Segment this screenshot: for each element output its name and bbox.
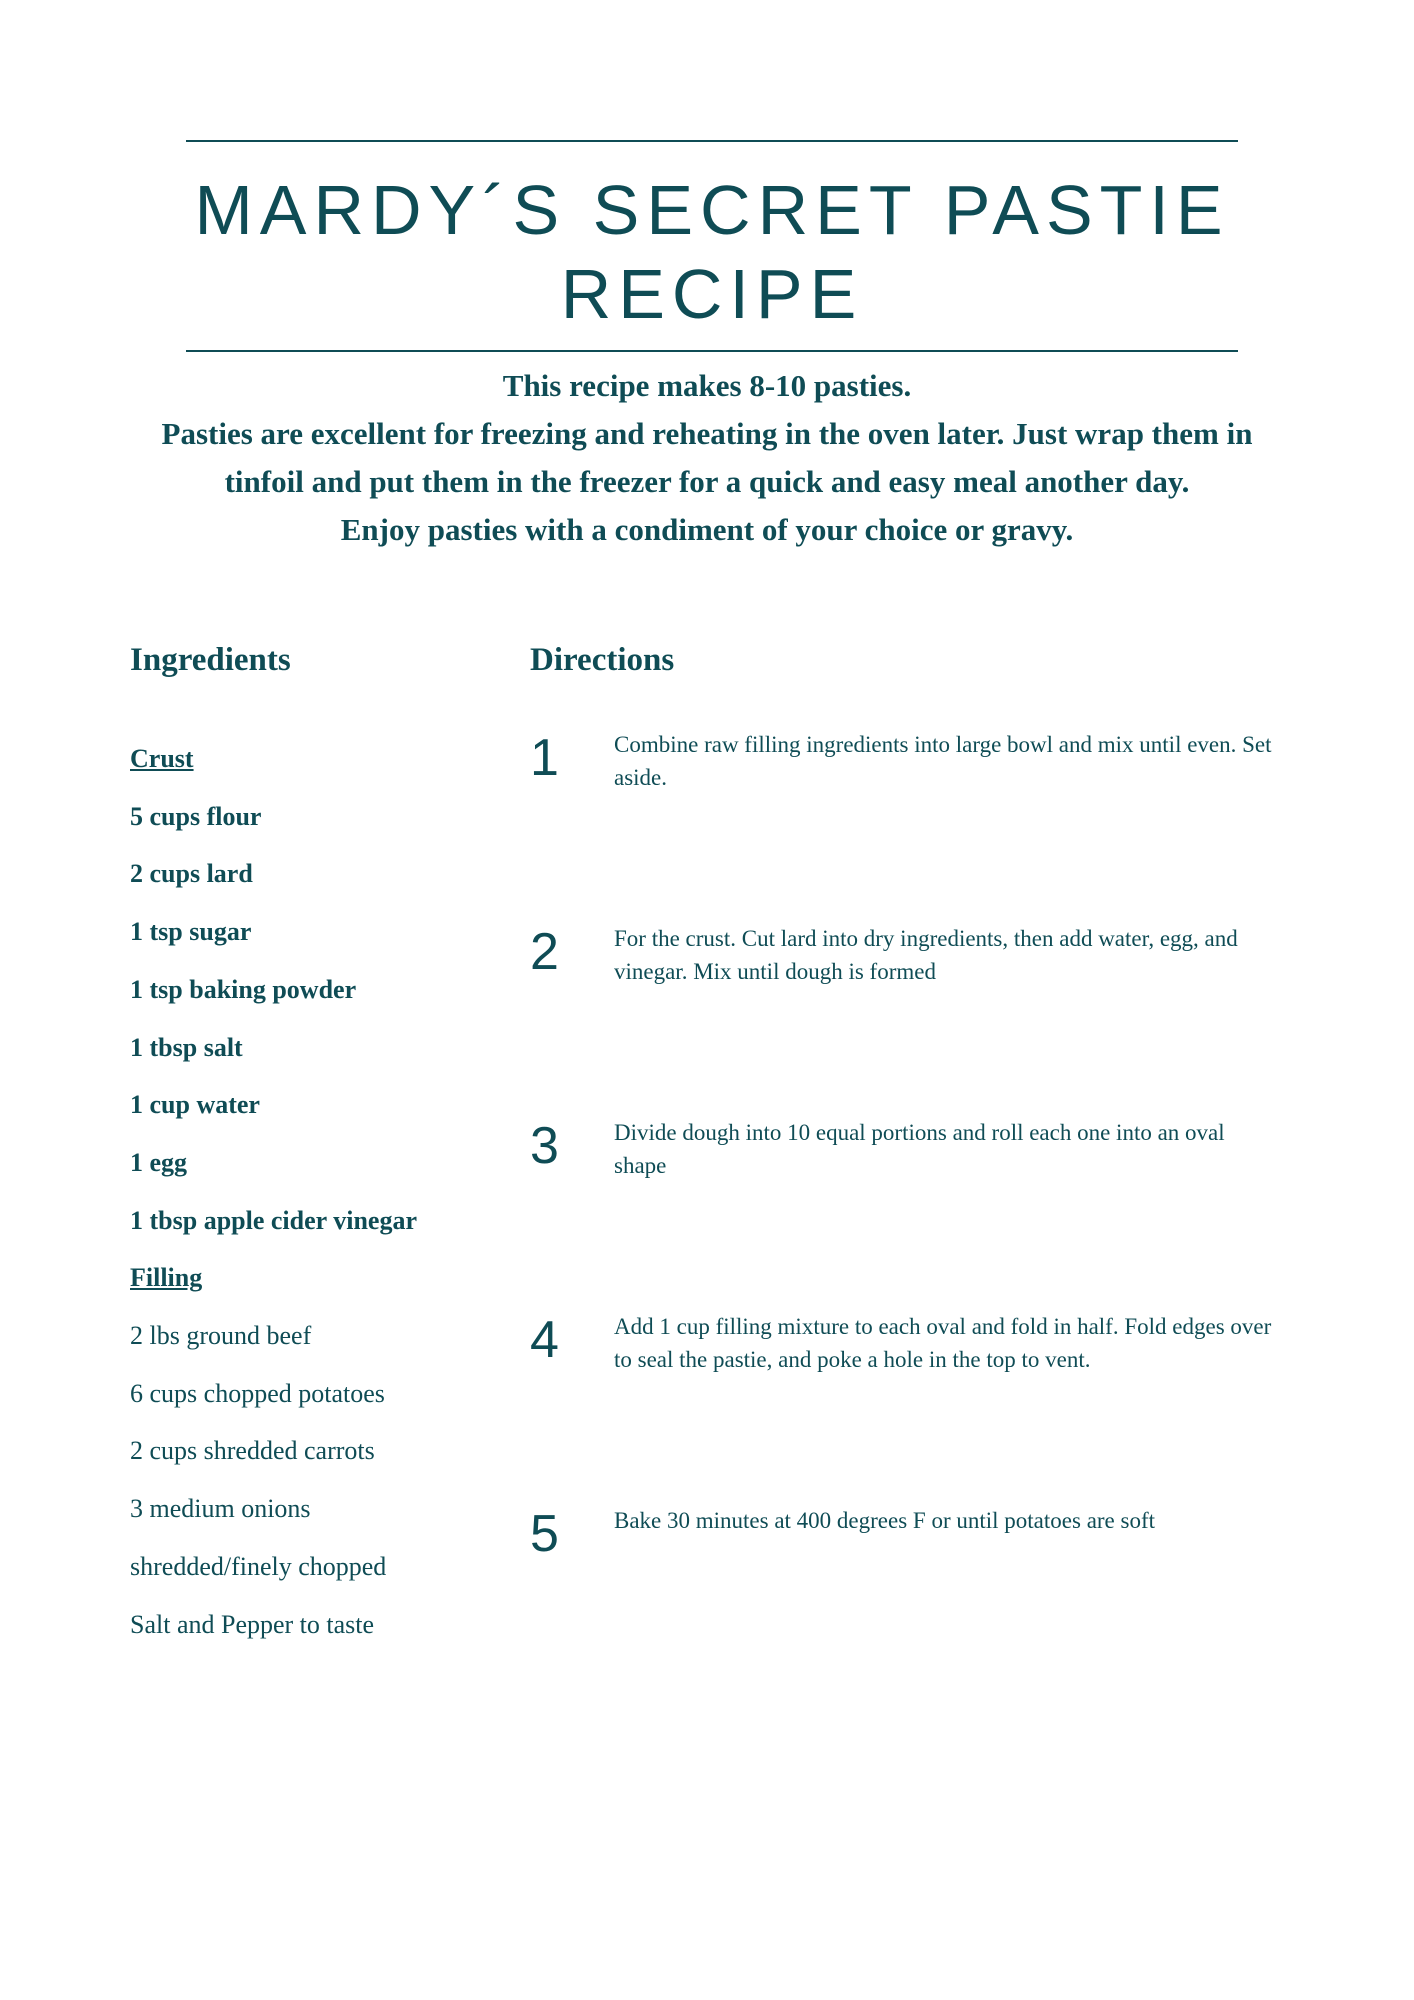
ingredient-item: 6 cups chopped potatoes — [130, 1378, 385, 1408]
directions-steps — [530, 728, 1280, 1698]
intro-line-serving: Enjoy pasties with a condiment of your choice or gravy. — [340, 512, 1074, 547]
direction-step — [530, 922, 1280, 1116]
ingredient-item: 1 cup water — [130, 1090, 260, 1120]
step-number: 4 — [530, 1311, 559, 1369]
ingredient-item: 1 tbsp apple cider vinegar — [130, 1205, 417, 1235]
step-number: 2 — [530, 923, 559, 981]
ingredient-item: 2 cups lard — [130, 859, 253, 889]
ingredients-list — [130, 730, 510, 1653]
step-text: Combine raw filling ingredients into large bowl and mix until even. Set aside. — [614, 732, 1272, 790]
ingredient-item: 3 medium onions — [130, 1494, 311, 1524]
step-text: Divide dough into 10 equal portions and roll each one into an oval shape — [614, 1120, 1225, 1178]
page-title: MARDY´S SECRET PASTIE RECIPE — [194, 171, 1230, 333]
ingredient-item: Salt and Pepper to taste — [130, 1609, 375, 1639]
title-top-rule — [186, 140, 1238, 142]
ingredient-item: 5 cups flour — [130, 801, 262, 831]
ingredients-heading: Ingredients — [130, 642, 291, 678]
intro-text — [120, 362, 1294, 554]
direction-step — [530, 1310, 1280, 1504]
step-text: Bake 30 minutes at 400 degrees F or until potatoes are soft — [614, 1508, 1156, 1533]
ingredient-item: 1 tsp baking powder — [130, 974, 357, 1004]
ingredient-item: 2 cups shredded carrots — [130, 1436, 375, 1466]
direction-step — [530, 1504, 1280, 1698]
directions-heading: Directions — [530, 642, 675, 678]
step-number: 3 — [530, 1117, 559, 1175]
intro-line-freezing: Pasties are excellent for freezing and reheating in the oven later. Just wrap them in tinfoil and put them in the freezer for a quick and easy meal another day. — [161, 416, 1253, 499]
ingredient-item: 1 egg — [130, 1147, 188, 1177]
step-number: 5 — [530, 1505, 559, 1563]
direction-step — [530, 728, 1280, 922]
ingredient-item: 1 tsp sugar — [130, 917, 252, 947]
step-number: 1 — [530, 729, 559, 787]
ingredient-item: shredded/finely chopped — [130, 1551, 387, 1581]
step-text: For the crust. Cut lard into dry ingredients, then add water, egg, and vinegar. Mix until dough is formed — [614, 926, 1238, 984]
intro-line-yield: This recipe makes 8-10 pasties. — [502, 368, 912, 403]
filling-heading: Filling — [130, 1263, 203, 1293]
direction-step — [530, 1116, 1280, 1310]
ingredient-item: 2 lbs ground beef — [130, 1321, 312, 1351]
title-bottom-rule — [186, 350, 1238, 352]
crust-heading: Crust — [130, 744, 194, 773]
ingredient-item: 1 tbsp salt — [130, 1032, 243, 1062]
step-text: Add 1 cup filling mixture to each oval and fold in half. Fold edges over to seal the pastie, and poke a hole in the top to vent. — [614, 1314, 1272, 1372]
